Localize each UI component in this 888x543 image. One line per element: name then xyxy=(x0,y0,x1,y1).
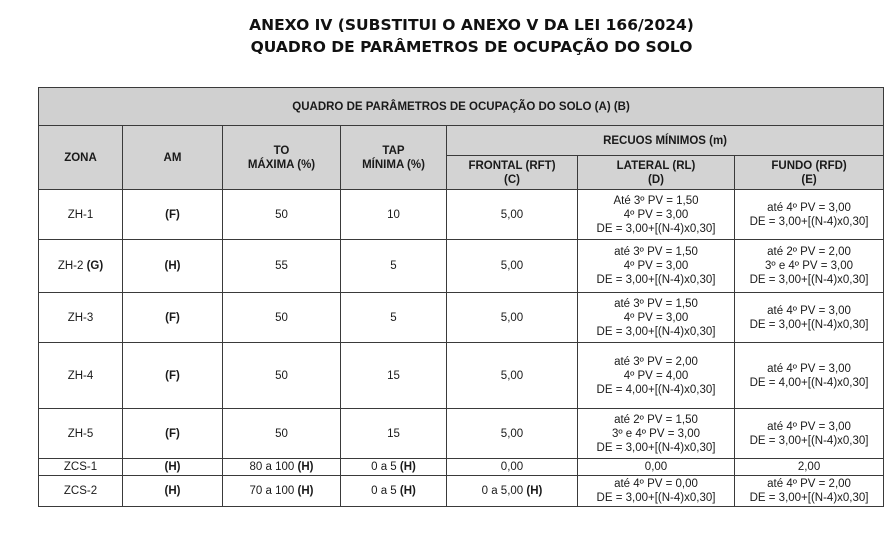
cell-am-value: (F) xyxy=(165,369,180,382)
cell-tap-note: (H) xyxy=(399,461,416,473)
cell-zona xyxy=(39,409,123,459)
parameters-table xyxy=(38,87,884,507)
cell-frontal-value: 0 a 5,00 xyxy=(481,485,524,497)
cell-fundo-line: até 2º PV = 2,00 xyxy=(767,246,851,258)
cell-lateral-line: até 3º PV = 1,50 xyxy=(614,297,698,310)
cell-am xyxy=(123,409,223,459)
cell-lateral xyxy=(578,459,735,476)
header-am: AM xyxy=(123,126,223,190)
cell-lateral-line: até 4º PV = 0,00 xyxy=(614,478,698,490)
cell-lateral xyxy=(578,343,735,409)
cell-fundo-line: DE = 3,00+[(N-4)x0,30] xyxy=(749,434,869,447)
cell-fundo xyxy=(735,409,884,459)
table-body xyxy=(39,190,884,507)
cell-lateral-line: DE = 3,00+[(N-4)x0,30] xyxy=(596,222,716,235)
header-to-line1: TO xyxy=(273,144,290,157)
cell-lateral xyxy=(578,293,735,343)
cell-tap xyxy=(341,409,447,459)
cell-tap xyxy=(341,240,447,293)
cell-tap-value: 15 xyxy=(387,369,400,382)
cell-fundo-line: DE = 3,00+[(N-4)x0,30] xyxy=(749,274,869,286)
cell-tap-value: 0 a 5 xyxy=(371,461,397,473)
cell-lateral-line: DE = 3,00+[(N-4)x0,30] xyxy=(596,492,716,504)
cell-lateral-line: 4º PV = 4,00 xyxy=(623,369,689,382)
table-row xyxy=(39,293,884,343)
header-tap xyxy=(341,126,447,190)
cell-to-value: 50 xyxy=(275,369,288,382)
cell-lateral-line: DE = 3,00+[(N-4)x0,30] xyxy=(596,325,716,338)
cell-frontal xyxy=(447,343,578,409)
cell-fundo-line: até 4º PV = 3,00 xyxy=(767,304,851,317)
cell-fundo xyxy=(735,476,884,507)
cell-fundo xyxy=(735,240,884,293)
cell-lateral-line: DE = 3,00+[(N-4)x0,30] xyxy=(596,274,716,286)
cell-frontal xyxy=(447,293,578,343)
cell-to xyxy=(223,190,341,240)
cell-tap xyxy=(341,293,447,343)
cell-lateral-line: 3º e 4º PV = 3,00 xyxy=(611,427,700,440)
cell-frontal xyxy=(447,459,578,476)
cell-zona-value: ZH-1 xyxy=(67,208,94,221)
cell-fundo-line: DE = 4,00+[(N-4)x0,30] xyxy=(749,376,869,389)
table-row xyxy=(39,459,884,476)
cell-zona xyxy=(39,293,123,343)
cell-tap xyxy=(341,343,447,409)
cell-tap xyxy=(341,190,447,240)
header-frontal xyxy=(447,156,578,190)
title-line-1: ANEXO IV (SUBSTITUI O ANEXO V DA LEI 166/2024) xyxy=(249,16,694,34)
cell-frontal xyxy=(447,190,578,240)
cell-zona-value: ZH-2 xyxy=(57,260,84,272)
cell-to xyxy=(223,459,341,476)
cell-lateral-line: até 2º PV = 1,50 xyxy=(614,413,698,426)
cell-fundo xyxy=(735,190,884,240)
cell-fundo-line: 2,00 xyxy=(797,461,821,473)
cell-zona xyxy=(39,190,123,240)
cell-lateral xyxy=(578,476,735,507)
cell-fundo-line: até 4º PV = 2,00 xyxy=(767,478,851,490)
cell-am-value: (H) xyxy=(164,260,181,272)
cell-fundo-line: 3º e 4º PV = 3,00 xyxy=(765,260,854,272)
cell-frontal-value: 5,00 xyxy=(500,427,524,440)
cell-am xyxy=(123,476,223,507)
cell-frontal-value: 5,00 xyxy=(500,311,524,324)
cell-tap xyxy=(341,459,447,476)
header-fundo-line2: (E) xyxy=(801,173,817,186)
cell-fundo xyxy=(735,293,884,343)
cell-lateral-line: até 3º PV = 2,00 xyxy=(614,355,698,368)
cell-tap-note: (H) xyxy=(399,485,416,497)
header-frontal-line2: (C) xyxy=(504,173,520,186)
cell-frontal-value: 5,00 xyxy=(500,260,524,272)
cell-to-note: (H) xyxy=(297,461,314,473)
cell-to-value: 50 xyxy=(275,208,288,221)
header-lateral-line2: (D) xyxy=(648,173,664,186)
cell-fundo-line: até 4º PV = 3,00 xyxy=(767,420,851,433)
document-title xyxy=(0,14,888,58)
cell-zona-value: ZCS-1 xyxy=(63,461,98,473)
cell-lateral-line: Até 3º PV = 1,50 xyxy=(613,194,699,207)
header-to-line2: MÁXIMA (%) xyxy=(247,158,316,171)
cell-am-value: (F) xyxy=(165,311,180,324)
cell-lateral-line: 4º PV = 3,00 xyxy=(623,311,689,324)
cell-fundo-line: DE = 3,00+[(N-4)x0,30] xyxy=(749,215,869,228)
header-zona: ZONA xyxy=(39,126,123,190)
cell-zona-value: ZH-5 xyxy=(67,427,94,440)
header-to xyxy=(223,126,341,190)
cell-frontal-note: (H) xyxy=(526,485,543,497)
cell-fundo-line: DE = 3,00+[(N-4)x0,30] xyxy=(749,492,869,504)
cell-tap-value: 0 a 5 xyxy=(371,485,397,497)
title-line-2: QUADRO DE PARÂMETROS DE OCUPAÇÃO DO SOLO xyxy=(250,38,693,56)
table-row xyxy=(39,343,884,409)
cell-zona xyxy=(39,240,123,293)
header-fundo-line1: FUNDO (RFD) xyxy=(771,159,847,172)
cell-am xyxy=(123,459,223,476)
cell-to-value: 50 xyxy=(275,311,288,324)
cell-fundo-line: até 4º PV = 3,00 xyxy=(767,362,851,375)
header-lateral-line1: LATERAL (RL) xyxy=(616,159,696,172)
cell-to xyxy=(223,409,341,459)
cell-zona xyxy=(39,459,123,476)
cell-tap-value: 10 xyxy=(387,208,400,221)
header-recuos: RECUOS MÍNIMOS (m) xyxy=(447,126,884,156)
cell-to xyxy=(223,240,341,293)
cell-zona xyxy=(39,343,123,409)
cell-zona xyxy=(39,476,123,507)
table-row xyxy=(39,476,884,507)
cell-am xyxy=(123,190,223,240)
cell-fundo-line: DE = 3,00+[(N-4)x0,30] xyxy=(749,318,869,331)
cell-am-value: (H) xyxy=(164,461,181,473)
cell-tap-value: 5 xyxy=(390,311,397,324)
cell-am xyxy=(123,240,223,293)
table-row xyxy=(39,409,884,459)
cell-zona-value: ZH-4 xyxy=(67,369,94,382)
cell-zona-value: ZCS-2 xyxy=(63,485,98,497)
cell-fundo xyxy=(735,459,884,476)
cell-am xyxy=(123,293,223,343)
cell-frontal xyxy=(447,240,578,293)
cell-frontal-value: 5,00 xyxy=(500,208,524,221)
cell-to-value: 50 xyxy=(275,427,288,440)
cell-frontal-value: 5,00 xyxy=(500,369,524,382)
header-frontal-line1: FRONTAL (RFT) xyxy=(468,159,556,172)
cell-zona-note: (G) xyxy=(86,260,104,272)
header-tap-line1: TAP xyxy=(382,144,405,157)
cell-am-value: (H) xyxy=(164,485,181,497)
cell-lateral-line: DE = 4,00+[(N-4)x0,30] xyxy=(596,383,716,396)
cell-am-value: (F) xyxy=(165,427,180,440)
cell-lateral-line: DE = 3,00+[(N-4)x0,30] xyxy=(596,441,716,454)
cell-frontal xyxy=(447,476,578,507)
cell-to-note: (H) xyxy=(297,485,314,497)
cell-to xyxy=(223,476,341,507)
cell-fundo xyxy=(735,343,884,409)
table-caption: QUADRO DE PARÂMETROS DE OCUPAÇÃO DO SOLO (A) (B) xyxy=(39,88,884,126)
cell-lateral xyxy=(578,409,735,459)
cell-to-value: 70 a 100 xyxy=(249,485,295,497)
cell-to xyxy=(223,293,341,343)
cell-lateral-line: 4º PV = 3,00 xyxy=(623,208,689,221)
cell-lateral xyxy=(578,190,735,240)
cell-am xyxy=(123,343,223,409)
cell-tap-value: 15 xyxy=(387,427,400,440)
cell-lateral-line: 0,00 xyxy=(644,461,668,473)
cell-am-value: (F) xyxy=(165,208,180,221)
table-row xyxy=(39,190,884,240)
cell-to xyxy=(223,343,341,409)
header-fundo xyxy=(735,156,884,190)
cell-tap xyxy=(341,476,447,507)
cell-to-value: 55 xyxy=(275,260,288,272)
cell-lateral-line: até 3º PV = 1,50 xyxy=(614,246,698,258)
cell-zona-value: ZH-3 xyxy=(67,311,94,324)
cell-fundo-line: até 4º PV = 3,00 xyxy=(767,201,851,214)
table-row xyxy=(39,240,884,293)
cell-lateral-line: 4º PV = 3,00 xyxy=(623,260,689,272)
cell-to-value: 80 a 100 xyxy=(249,461,295,473)
cell-tap-value: 5 xyxy=(390,260,397,272)
header-tap-line2: MÍNIMA (%) xyxy=(362,158,425,171)
header-lateral xyxy=(578,156,735,190)
cell-frontal-value: 0,00 xyxy=(500,461,524,473)
cell-frontal xyxy=(447,409,578,459)
cell-lateral xyxy=(578,240,735,293)
